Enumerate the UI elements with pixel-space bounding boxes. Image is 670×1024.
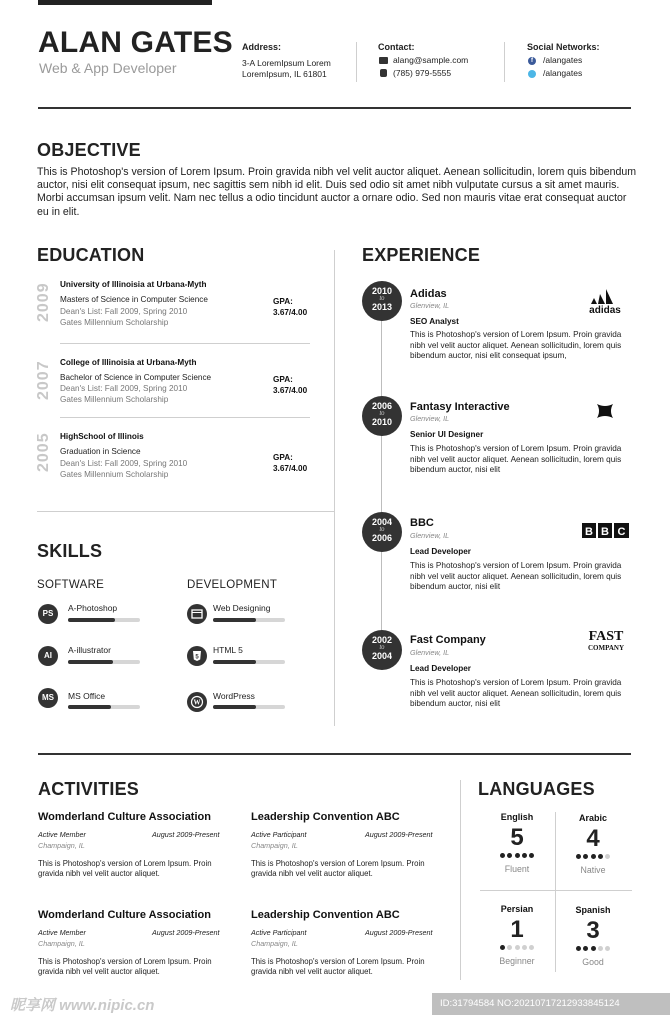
section-rule	[38, 753, 631, 755]
experience-role: Lead Developer	[410, 547, 471, 556]
experience-location: Glenview, IL	[410, 301, 450, 310]
activities-heading: ACTIVITIES	[38, 779, 140, 799]
education-degree: Graduation in Science	[60, 447, 141, 456]
education-scholarship: Gates Millennium Scholarship	[60, 318, 169, 327]
education-school: College of Illinoisia at Urbana-Myth	[60, 358, 197, 367]
facebook-link[interactable]: /alangates	[543, 55, 583, 65]
language-dot	[598, 946, 603, 951]
skill-bar-fill	[68, 618, 115, 622]
activity-role: Active Participant	[251, 928, 307, 937]
education-deans: Dean's List: Fall 2009, Spring 2010	[60, 307, 188, 316]
language-dot	[605, 854, 610, 859]
email-icon	[379, 57, 388, 64]
experience-role: Senior UI Designer	[410, 430, 484, 439]
languages-heading: LANGUAGES	[478, 779, 595, 799]
date-to: 2013	[371, 302, 393, 312]
language-item	[487, 812, 547, 874]
bbc-logo-icon	[582, 523, 629, 538]
skill-name: MS Office	[68, 691, 106, 701]
language-item	[563, 905, 623, 967]
language-dot	[500, 945, 505, 950]
html5-icon	[187, 646, 207, 666]
language-name: English	[500, 812, 534, 822]
browser-icon	[187, 604, 207, 624]
skill-bar-fill	[68, 660, 113, 664]
education-scholarship: Gates Millennium Scholarship	[60, 395, 169, 404]
skill-bar	[68, 618, 140, 622]
language-dot	[507, 853, 512, 858]
header-rule	[38, 107, 631, 109]
languages-divider	[480, 890, 632, 891]
language-level: 5	[510, 824, 524, 851]
date-to-word: to	[379, 645, 385, 651]
skill-name: Web Designing	[213, 603, 271, 613]
experience-company: Fantasy Interactive	[410, 401, 510, 413]
fantasy-logo-icon	[594, 401, 616, 421]
activity-role: Active Member	[38, 830, 86, 839]
activity-role: Active Participant	[251, 830, 307, 839]
top-accent-bar	[38, 0, 212, 5]
contact-label: Contact:	[378, 42, 415, 52]
language-dot	[522, 945, 527, 950]
svg-text:C: C	[617, 526, 626, 538]
svg-text:5: 5	[195, 654, 199, 661]
language-dot	[515, 853, 520, 858]
gpa-label: GPA:	[273, 453, 293, 462]
language-item	[563, 813, 623, 875]
language-dot	[576, 946, 581, 951]
experience-heading: EXPERIENCE	[362, 245, 481, 265]
address-label: Address:	[242, 42, 282, 52]
date-to-word: to	[379, 411, 385, 417]
education-year: 2007	[35, 360, 52, 400]
gpa-label: GPA:	[273, 297, 293, 306]
activity-location: Champaign, IL	[38, 939, 85, 948]
fast-company-logo-line2: COMPANY	[588, 644, 625, 652]
timeline-date-badge	[362, 630, 402, 670]
date-from: 2002	[371, 635, 393, 645]
skills-heading: SKILLS	[37, 541, 103, 561]
activity-location: Champaign, IL	[38, 841, 85, 850]
experience-desc: This is Photoshop's version of Lorem Ipsum. Proin gravida nibh vel velit auctor aliquet. Aenean sollicitudin, lorem quis bibendum auctor, nisi elit	[410, 444, 622, 474]
education-heading: EDUCATION	[37, 245, 145, 265]
date-to: 2004	[371, 651, 393, 661]
language-dot	[507, 945, 512, 950]
language-dot	[591, 946, 596, 951]
experience-company: BBC	[410, 517, 434, 529]
activity-desc: This is Photoshop's version of Lorem Ipsum. Proin gravida nibh vel velit auctor aliquet.	[38, 957, 212, 976]
svg-text:B: B	[585, 526, 593, 538]
photoshop-icon: PS	[38, 604, 58, 624]
language-level: 3	[586, 917, 600, 944]
activity-role: Active Member	[38, 928, 86, 937]
education-degree: Bachelor of Science in Computer Science	[60, 373, 212, 382]
education-year: 2009	[35, 282, 52, 322]
activity-title: Womderland Culture Association	[38, 909, 211, 921]
skill-bar	[213, 618, 285, 622]
timeline-date-badge	[362, 281, 402, 321]
header-divider	[504, 42, 505, 82]
education-deans: Dean's List: Fall 2009, Spring 2010	[60, 459, 188, 468]
gpa-value: 3.67/4.00	[273, 308, 308, 317]
language-desc: Good	[582, 957, 604, 967]
svg-text:B: B	[601, 526, 609, 538]
language-dot	[529, 945, 534, 950]
education-divider	[60, 417, 310, 418]
resume-name: ALAN GATES	[38, 26, 233, 59]
language-dot	[576, 854, 581, 859]
skill-bar	[213, 705, 285, 709]
language-name: Persian	[500, 904, 534, 914]
address-line2: LoremIpsum, IL 61801	[242, 69, 327, 79]
activity-title: Womderland Culture Association	[38, 811, 211, 823]
fast-company-logo-line1: FAST	[588, 629, 624, 644]
language-dot	[515, 945, 520, 950]
language-dot	[598, 854, 603, 859]
skill-bar-fill	[68, 705, 111, 709]
objective-heading: OBJECTIVE	[37, 140, 141, 160]
skill-bar-fill	[213, 660, 256, 664]
language-level: 1	[510, 916, 524, 943]
language-dot	[583, 946, 588, 951]
gpa-value: 3.67/4.00	[273, 464, 308, 473]
activity-desc: This is Photoshop's version of Lorem Ipsum. Proin gravida nibh vel velit auctor aliquet.	[38, 859, 212, 878]
activity-date: August 2009-Present	[365, 928, 433, 937]
skill-name: HTML 5	[213, 645, 243, 655]
language-desc: Fluent	[504, 864, 530, 874]
activity-location: Champaign, IL	[251, 841, 298, 850]
activity-location: Champaign, IL	[251, 939, 298, 948]
phone-number: (785) 979-5555	[393, 68, 452, 78]
experience-desc: This is Photoshop's version of Lorem Ipsum. Proin gravida nibh vel velit auctor aliquet. Aenean sollicitudin, lorem quis bibendum auctor, nisi elit	[410, 678, 622, 708]
address-line1: 3-A LoremIpsum Lorem	[242, 58, 331, 68]
date-from: 2010	[371, 286, 393, 296]
education-school: University of Illinoisia at Urbana-Myth	[60, 280, 207, 289]
column-divider	[334, 250, 335, 726]
experience-company: Fast Company	[410, 634, 486, 646]
twitter-link[interactable]: /alangates	[543, 68, 583, 78]
experience-role: Lead Developer	[410, 664, 471, 673]
language-desc: Beginner	[499, 956, 535, 966]
experience-role: SEO Analyst	[410, 317, 459, 326]
activity-desc: This is Photoshop's version of Lorem Ipsum. Proin gravida nibh vel velit auctor aliquet.	[251, 859, 425, 878]
gpa-label: GPA:	[273, 375, 293, 384]
date-to: 2006	[371, 533, 393, 543]
svg-text:W: W	[193, 698, 201, 707]
education-scholarship: Gates Millennium Scholarship	[60, 470, 169, 479]
adidas-logo-text: adidas	[589, 305, 621, 314]
experience-desc: This is Photoshop's version of Lorem Ipsum. Proin gravida nibh vel velit auctor aliquet. Aenean sollicitudin, lorem quis bibendum auctor, nisi elit consequat ipsum,	[410, 330, 622, 360]
date-to: 2010	[371, 417, 393, 427]
date-from: 2006	[371, 401, 393, 411]
section-divider	[37, 511, 334, 512]
language-dot	[500, 853, 505, 858]
fast-company-logo-icon	[588, 630, 624, 653]
activity-desc: This is Photoshop's version of Lorem Ipsum. Proin gravida nibh vel velit auctor aliquet.	[251, 957, 425, 976]
skill-bar	[68, 705, 140, 709]
language-dot	[522, 853, 527, 858]
date-to-word: to	[379, 296, 385, 302]
timeline-line	[381, 300, 382, 660]
activity-date: August 2009-Present	[152, 928, 220, 937]
language-dot	[591, 854, 596, 859]
language-item	[487, 904, 547, 966]
wordpress-icon	[187, 692, 207, 712]
gpa-value: 3.67/4.00	[273, 386, 308, 395]
education-deans: Dean's List: Fall 2009, Spring 2010	[60, 384, 188, 393]
experience-desc: This is Photoshop's version of Lorem Ipsum. Proin gravida nibh vel velit auctor aliquet. Aenean sollicitudin, lorem quis bibendum auctor, nisi elit	[410, 561, 622, 591]
illustrator-icon: AI	[38, 646, 58, 666]
skill-bar-fill	[213, 618, 256, 622]
adidas-logo-icon	[583, 286, 627, 314]
languages-divider	[555, 812, 556, 972]
language-dots	[563, 946, 623, 951]
language-name: Arabic	[578, 813, 607, 823]
column-divider	[460, 780, 461, 980]
skill-bar	[68, 660, 140, 664]
watermark-site: 昵享网 www.nipic.cn	[10, 997, 155, 1014]
education-year: 2005	[35, 432, 52, 472]
timeline-date-badge	[362, 512, 402, 552]
language-dot	[529, 853, 534, 858]
activity-date: August 2009-Present	[152, 830, 220, 839]
education-divider	[60, 343, 310, 344]
social-label: Social Networks:	[527, 42, 600, 52]
language-dot	[583, 854, 588, 859]
facebook-icon: f	[528, 57, 536, 65]
language-dots	[487, 945, 547, 950]
email-link[interactable]: alang@sample.com	[393, 55, 469, 65]
activity-title: Leadership Convention ABC	[251, 909, 400, 921]
skill-bar-fill	[213, 705, 256, 709]
timeline-date-badge	[362, 396, 402, 436]
twitter-icon	[528, 70, 536, 78]
objective-text: This is Photoshop's version of Lorem Ipsum. Proin gravida nibh vel velit auctor aliquet. Aenean sollicitudin, lorem quis bibendum auctor, nisi elit consequat ipsum, nec sagittis sem nibh id elit. Duis sed odio sit amet nibh vulputate cursus a sit amet mauris. Morbi accumsan ipsum velit. Nam nec tellus a odio tincidunt auctor a ornare odio. Sed non mauris vitae erat consequat auctor eu in elit.	[37, 166, 637, 218]
watermark-id: ID:31794584 NO:20210717212933845124	[432, 993, 670, 1015]
skill-name: WordPress	[213, 691, 255, 701]
date-from: 2004	[371, 517, 393, 527]
experience-location: Glenview, IL	[410, 414, 450, 423]
skill-name: A-illustrator	[68, 645, 111, 655]
experience-location: Glenview, IL	[410, 648, 450, 657]
language-name: Spanish	[575, 905, 611, 915]
development-heading: DEVELOPMENT	[187, 579, 278, 591]
software-heading: SOFTWARE	[37, 579, 105, 591]
experience-location: Glenview, IL	[410, 531, 450, 540]
experience-company: Adidas	[410, 288, 447, 300]
phone-icon	[380, 69, 387, 77]
education-degree: Masters of Science in Computer Science	[60, 295, 208, 304]
resume-title: Web & App Developer	[39, 60, 177, 76]
header-divider	[356, 42, 357, 82]
activity-date: August 2009-Present	[365, 830, 433, 839]
education-school: HighSchool of Illinois	[60, 432, 144, 441]
language-level: 4	[586, 825, 600, 852]
skill-name: A-Photoshop	[68, 603, 118, 613]
date-to-word: to	[379, 527, 385, 533]
skill-bar	[213, 660, 285, 664]
language-dot	[605, 946, 610, 951]
activity-title: Leadership Convention ABC	[251, 811, 400, 823]
language-desc: Native	[580, 865, 606, 875]
language-dots	[487, 853, 547, 858]
ms-office-icon: MS	[38, 688, 58, 708]
language-dots	[563, 854, 623, 859]
